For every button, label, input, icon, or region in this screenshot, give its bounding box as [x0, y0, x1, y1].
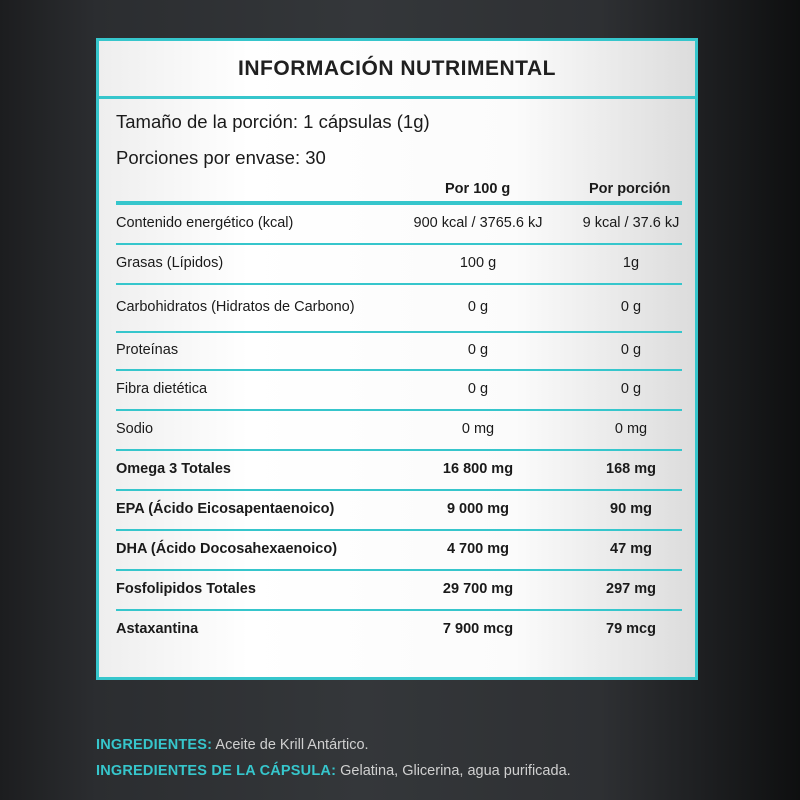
nutrient-value-per-serving: 297 mg: [606, 581, 656, 597]
nutrient-name: Fibra dietética: [116, 381, 208, 397]
nutrient-value-per-100g: 29 700 mg: [442, 581, 514, 597]
capsule-ingredients-line: [96, 763, 571, 779]
nutrient-value-per-serving: 1g: [622, 255, 640, 271]
nutrient-name: Omega 3 Totales: [116, 461, 231, 477]
nutrient-row: [99, 205, 695, 245]
nutrient-row: [99, 333, 695, 371]
nutrient-value-per-serving: 47 mg: [610, 541, 652, 557]
nutrient-name: Contenido energético (kcal): [116, 215, 294, 231]
ingredients-line: [96, 737, 369, 753]
nutrient-value-per-100g: 0 g: [467, 342, 489, 358]
nutrient-name: Carbohidratos (Hidratos de Carbono): [116, 299, 355, 315]
nutrient-name: Proteínas: [116, 342, 179, 358]
nutrient-value-per-serving: 90 mg: [610, 501, 652, 517]
nutrient-name: DHA (Ácido Docosahexaenoico): [116, 541, 338, 557]
nutrient-value-per-100g: 4 700 mg: [446, 541, 510, 557]
nutrient-name: Sodio: [116, 421, 154, 437]
column-header-per-serving: Por porción: [589, 181, 671, 197]
nutrition-facts-panel: [96, 38, 698, 680]
nutrient-row: [99, 611, 695, 651]
title-bar: [99, 41, 695, 99]
nutrient-row: [99, 531, 695, 571]
nutrient-value-per-100g: 0 g: [467, 299, 489, 315]
ingredients-text: Aceite de Krill Antártico.: [212, 737, 369, 753]
nutrient-row: [99, 451, 695, 491]
nutrient-value-per-100g: 16 800 mg: [442, 461, 514, 477]
nutrient-name: Astaxantina: [116, 621, 199, 637]
nutrient-name: Grasas (Lípidos): [116, 255, 224, 271]
nutrient-value-per-serving: 0 mg: [614, 421, 648, 437]
nutrient-value-per-serving: 0 g: [620, 381, 642, 397]
nutrient-name: Fosfolipidos Totales: [116, 581, 256, 597]
nutrient-value-per-serving: 79 mcg: [606, 621, 656, 637]
column-header-per-100g: Por 100 g: [445, 181, 511, 197]
nutrient-value-per-serving: 0 g: [620, 299, 642, 315]
nutrient-value-per-100g: 900 kcal / 3765.6 kJ: [413, 215, 543, 231]
capsule-ingredients-label: INGREDIENTES DE LA CÁPSULA:: [96, 763, 337, 779]
nutrient-value-per-100g: 0 mg: [461, 421, 495, 437]
nutrient-value-per-100g: 9 000 mg: [446, 501, 510, 517]
nutrient-row: [99, 285, 695, 333]
nutrient-value-per-100g: 7 900 mcg: [442, 621, 514, 637]
nutrient-row: [99, 571, 695, 611]
servings-per-container: Porciones por envase: 30: [116, 147, 326, 168]
nutrient-value-per-serving: 168 mg: [606, 461, 656, 477]
nutrient-value-per-100g: 100 g: [459, 255, 497, 271]
nutrient-row: [99, 491, 695, 531]
nutrient-row: [99, 245, 695, 285]
capsule-ingredients-text: Gelatina, Glicerina, agua purificada.: [336, 763, 571, 779]
serving-size: Tamaño de la porción: 1 cápsulas (1g): [116, 111, 430, 132]
nutrient-value-per-100g: 0 g: [467, 381, 489, 397]
nutrient-row: [99, 371, 695, 411]
nutrient-value-per-serving: 0 g: [620, 342, 642, 358]
nutrient-name: EPA (Ácido Eicosapentaenoico): [116, 501, 335, 517]
nutrient-row: [99, 411, 695, 451]
nutrient-value-per-serving: 9 kcal / 37.6 kJ: [582, 215, 680, 231]
panel-title: INFORMACIÓN NUTRIMENTAL: [238, 56, 556, 80]
ingredients-label: INGREDIENTES:: [96, 737, 213, 753]
